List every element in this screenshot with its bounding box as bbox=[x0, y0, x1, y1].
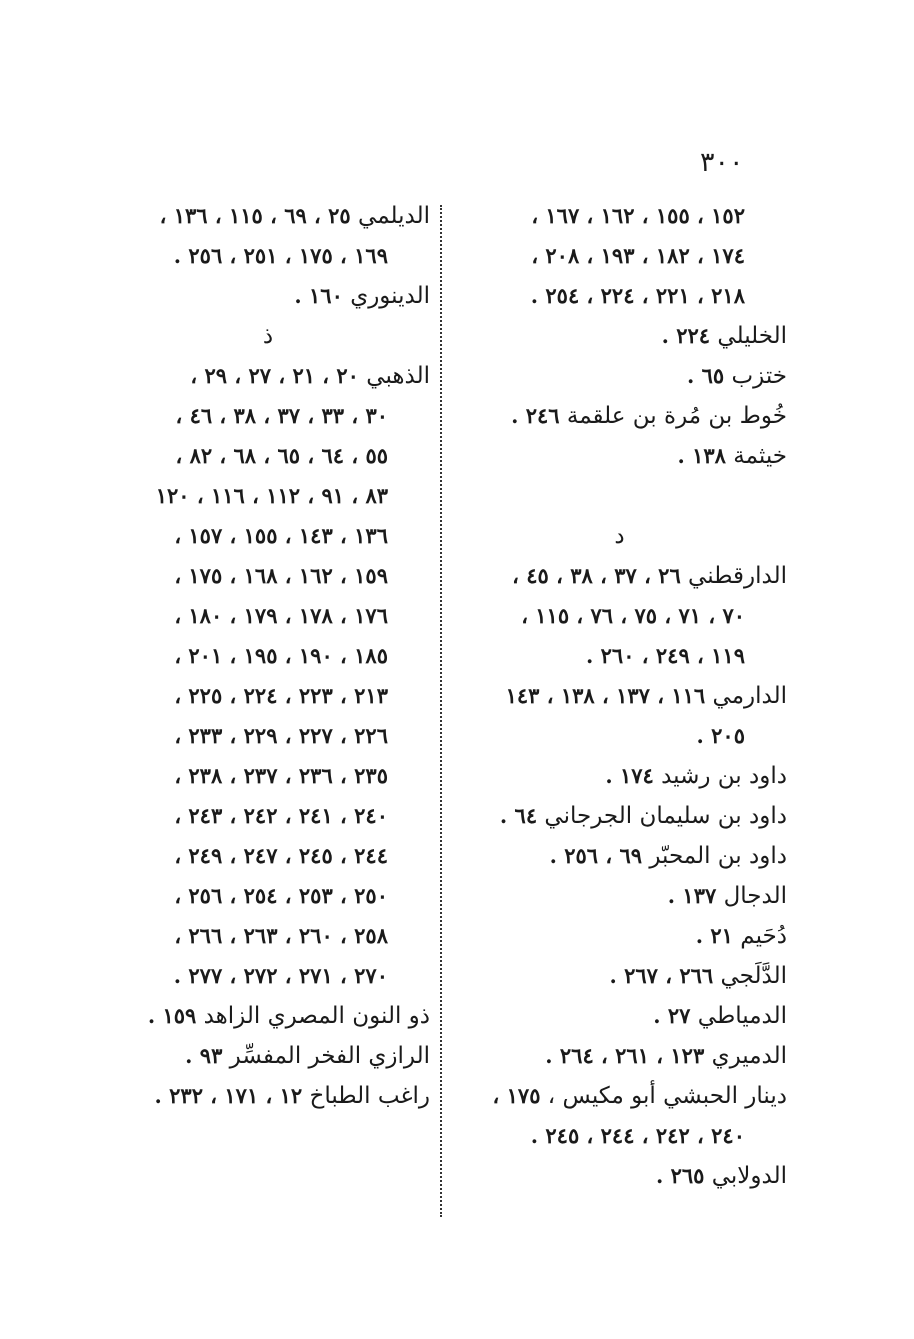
index-entry-page-refs: ٢١ . bbox=[695, 923, 733, 948]
index-entry-name: الخليلي bbox=[717, 323, 787, 349]
index-entry-page-refs: ١١٦ ، ١٣٧ ، ١٣٨ ، ١٤٣ bbox=[505, 683, 706, 708]
index-continuation-line: ٢٣٥ ، ٢٣٦ ، ٢٣٧ ، ٢٣٨ ، bbox=[174, 763, 388, 788]
index-entry bbox=[452, 676, 787, 716]
index-entry-name: الدارمي bbox=[712, 683, 787, 709]
index-entry-page-refs: ١٦٠ . bbox=[294, 283, 343, 308]
index-entry bbox=[106, 1076, 430, 1116]
index-entry-name: ختزب bbox=[731, 363, 787, 389]
index-entry-name: راغب الطباخ bbox=[309, 1083, 430, 1109]
index-continuation-line: ٧٠ ، ٧١ ، ٧٥ ، ٧٦ ، ١١٥ ، bbox=[521, 603, 745, 628]
index-entry-name: الرازي الفخر المفسِّر bbox=[229, 1043, 430, 1069]
index-entry-page-refs: ٢٥ ، ٦٩ ، ١١٥ ، ١٣٦ ، bbox=[159, 203, 351, 228]
index-entry-page-refs: ٦٩ ، ٢٥٦ . bbox=[549, 843, 642, 868]
index-entry bbox=[452, 1076, 787, 1116]
index-entry bbox=[106, 356, 430, 396]
index-entry-name: خُوط بن مُرة بن علقمة bbox=[566, 403, 787, 429]
index-entry-name: الدجال bbox=[723, 883, 787, 909]
index-entry-name: الديلمي bbox=[358, 203, 430, 229]
index-continuation-line: ٢٤٠ ، ٢٤٢ ، ٢٤٤ ، ٢٤٥ . bbox=[530, 1123, 745, 1148]
index-continuation-line: ٢٠٥ . bbox=[696, 723, 745, 748]
index-entry bbox=[452, 436, 787, 476]
index-entry bbox=[452, 1156, 787, 1196]
index-continuation-line: ٥٥ ، ٦٤ ، ٦٥ ، ٦٨ ، ٨٢ ، bbox=[175, 443, 388, 468]
index-entry-name: خيثمة bbox=[733, 443, 787, 469]
index-entry-name: ذو النون المصري الزاهد bbox=[203, 1003, 430, 1029]
index-continuation-line: ٢٤٠ ، ٢٤١ ، ٢٤٢ ، ٢٤٣ ، bbox=[174, 803, 388, 828]
index-continuation-line: ٢١٨ ، ٢٢١ ، ٢٢٤ ، ٢٥٤ . bbox=[530, 283, 745, 308]
section-letter-heading: د bbox=[614, 523, 625, 549]
index-entry-page-refs: ٢٧ . bbox=[653, 1003, 691, 1028]
index-entry bbox=[452, 396, 787, 436]
index-continuation-line: ١٨٥ ، ١٩٠ ، ١٩٥ ، ٢٠١ ، bbox=[174, 643, 388, 668]
index-continuation-line: ١١٩ ، ٢٤٩ ، ٢٦٠ . bbox=[586, 643, 745, 668]
index-entry-name: داود بن سليمان الجرجاني bbox=[544, 803, 787, 829]
index-entry-name: الدميري bbox=[711, 1043, 787, 1069]
index-entry-page-refs: ١٢٣ ، ٢٦١ ، ٢٦٤ . bbox=[545, 1043, 705, 1068]
index-continuation-line: ١٦٩ ، ١٧٥ ، ٢٥١ ، ٢٥٦ . bbox=[173, 243, 388, 268]
index-entry-name: الدَّلَجي bbox=[720, 963, 787, 989]
index-continuation-line: ١٧٤ ، ١٨٢ ، ١٩٣ ، ٢٠٨ ، bbox=[531, 243, 745, 268]
index-entry bbox=[106, 276, 430, 316]
index-entry-name: الدينوري bbox=[350, 283, 430, 309]
index-continuation-line: ١٧٦ ، ١٧٨ ، ١٧٩ ، ١٨٠ ، bbox=[174, 603, 388, 628]
index-entry bbox=[452, 1036, 787, 1076]
index-entry-page-refs: ٦٥ . bbox=[686, 363, 725, 388]
index-entry-page-refs: ٩٣ . bbox=[185, 1043, 223, 1068]
index-entry-name: داود بن المحبّر bbox=[649, 843, 787, 869]
index-entry-name: الدولابي bbox=[711, 1163, 787, 1189]
index-continuation-line: ٢٥٨ ، ٢٦٠ ، ٢٦٣ ، ٢٦٦ ، bbox=[174, 923, 388, 948]
index-continuation-line: ٢٢٦ ، ٢٢٧ ، ٢٢٩ ، ٢٣٣ ، bbox=[174, 723, 388, 748]
index-entry-name: الذهبي bbox=[366, 363, 430, 389]
index-continuation-line: ٨٣ ، ٩١ ، ١١٢ ، ١١٦ ، ١٢٠ bbox=[155, 483, 388, 508]
index-entry-name: داود بن رشيد bbox=[661, 763, 787, 789]
index-entry bbox=[106, 996, 430, 1036]
index-entry bbox=[452, 556, 787, 596]
index-entry-page-refs: ١٧٤ . bbox=[605, 763, 654, 788]
index-entry-page-refs: ١٣٨ . bbox=[677, 443, 726, 468]
index-entry bbox=[452, 796, 787, 836]
index-entry bbox=[452, 356, 787, 396]
index-entry-page-refs: ١٢ ، ١٧١ ، ٢٣٢ . bbox=[154, 1083, 303, 1108]
index-entry bbox=[452, 836, 787, 876]
index-entry-name: الدارقطني bbox=[688, 563, 787, 589]
index-entry-name: الدمياطي bbox=[697, 1003, 787, 1029]
index-entry bbox=[452, 316, 787, 356]
index-entry bbox=[452, 996, 787, 1036]
index-entry-page-refs: ١٥٩ . bbox=[147, 1003, 197, 1028]
index-entry-page-refs: ١٧٥ ، bbox=[492, 1083, 541, 1108]
index-entry-page-refs: ٢٠ ، ٢١ ، ٢٧ ، ٢٩ ، bbox=[190, 363, 359, 388]
index-continuation-line: ١٥٢ ، ١٥٥ ، ١٦٢ ، ١٦٧ ، bbox=[531, 203, 745, 228]
index-entry bbox=[106, 196, 430, 236]
index-continuation-line: ٢١٣ ، ٢٢٣ ، ٢٢٤ ، ٢٢٥ ، bbox=[174, 683, 388, 708]
page-number: ٣٠٠ bbox=[700, 147, 744, 178]
right-index-column bbox=[452, 196, 787, 1196]
index-entry-name: دينار الحبشي أبو مكيس ، bbox=[547, 1083, 787, 1109]
index-entry bbox=[452, 876, 787, 916]
index-continuation-line: ٢٥٠ ، ٢٥٣ ، ٢٥٤ ، ٢٥٦ ، bbox=[174, 883, 388, 908]
index-entry bbox=[452, 756, 787, 796]
index-entry-name: دُحَيم bbox=[740, 923, 787, 949]
index-continuation-line: ٢٧٠ ، ٢٧١ ، ٢٧٢ ، ٢٧٧ . bbox=[173, 963, 388, 988]
index-continuation-line: ٢٤٤ ، ٢٤٥ ، ٢٤٧ ، ٢٤٩ ، bbox=[174, 843, 388, 868]
index-entry-page-refs: ٦٤ . bbox=[499, 803, 538, 828]
section-letter-heading: ذ bbox=[262, 323, 274, 349]
index-entry bbox=[106, 1036, 430, 1076]
index-entry-page-refs: ٢٦ ، ٣٧ ، ٣٨ ، ٤٥ ، bbox=[512, 563, 681, 588]
index-entry-page-refs: ١٣٧ . bbox=[667, 883, 717, 908]
index-entry-page-refs: ٢٤٦ . bbox=[511, 403, 560, 428]
index-continuation-line: ٣٠ ، ٣٣ ، ٣٧ ، ٣٨ ، ٤٦ ، bbox=[175, 403, 388, 428]
index-entry-page-refs: ٢٢٤ . bbox=[661, 323, 711, 348]
index-continuation-line: ١٣٦ ، ١٤٣ ، ١٥٥ ، ١٥٧ ، bbox=[174, 523, 388, 548]
section-spacer bbox=[452, 476, 787, 516]
index-entry bbox=[452, 956, 787, 996]
index-continuation-line: ١٥٩ ، ١٦٢ ، ١٦٨ ، ١٧٥ ، bbox=[174, 563, 388, 588]
left-index-column bbox=[106, 196, 430, 1116]
index-entry-page-refs: ٢٦٥ . bbox=[655, 1163, 705, 1188]
index-entry-page-refs: ٢٦٦ ، ٢٦٧ . bbox=[609, 963, 714, 988]
column-divider bbox=[440, 205, 442, 1217]
index-entry bbox=[452, 916, 787, 956]
